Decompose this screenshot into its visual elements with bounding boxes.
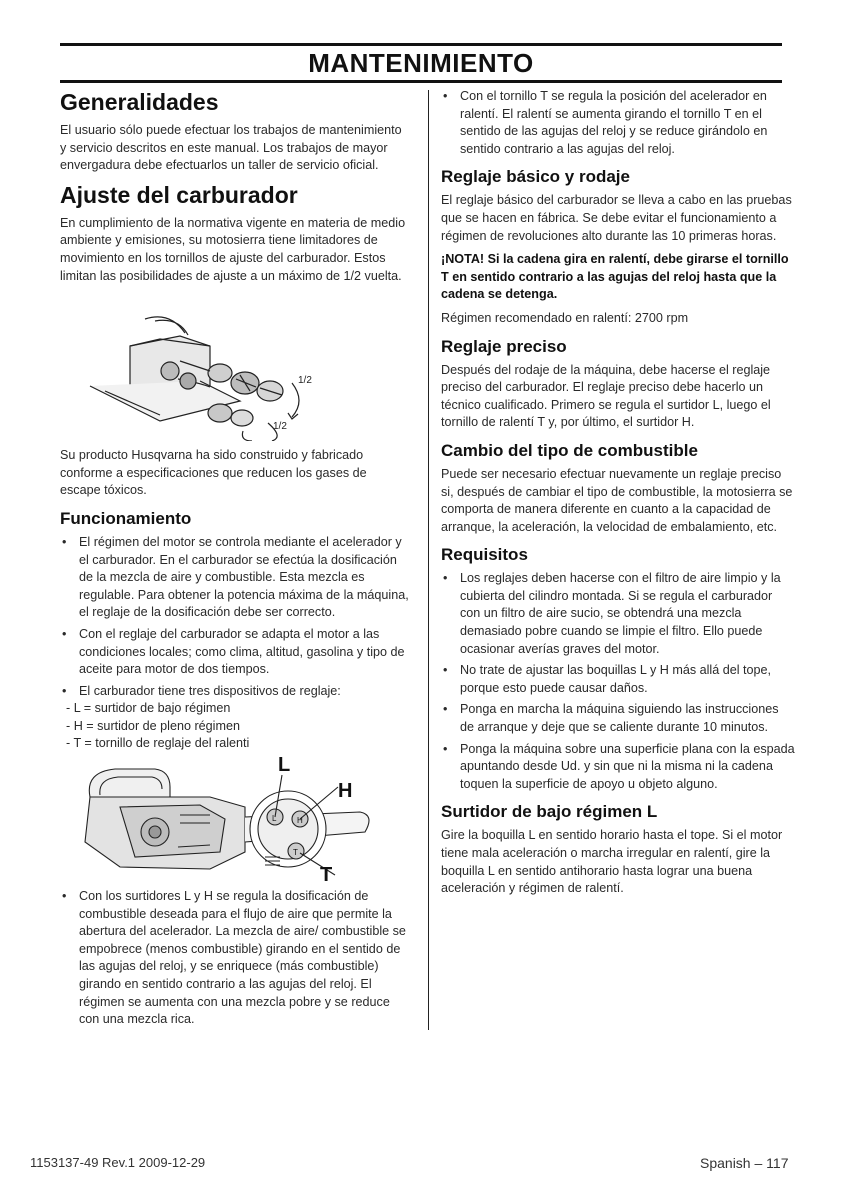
paragraph-ajuste: En cumplimiento de la normativa vigente en materia de medio ambiente y emisiones, su motosierra tiene limitadores de movimiento en los tornillos de ajuste del carburador. Estos limitan las posibilidades de ajuste a un máximo de 1/2 vuelta. [60, 215, 406, 283]
section-title-ajuste: Ajuste del carburador [60, 181, 298, 208]
fig-small-label-H: H [297, 816, 303, 826]
list-item: • Ponga en marcha la máquina siguiendo las instrucciones de arranque y deje que se caliente durante 10 minutos. [441, 701, 796, 736]
requisitos-list [441, 570, 796, 793]
list-item: - H = surtidor de pleno régimen [66, 718, 240, 733]
funcionamiento-list [60, 534, 410, 700]
page-number: Spanish – 117 [700, 1155, 789, 1171]
header-rule-top [60, 43, 782, 46]
list-item: • El régimen del motor se controla mediante el acelerador y el carburador. En el carburador se efectúa la dosificación de la mezcla de aire y combustible. Esta mezcla es regulable. Para obtener la potencia máxima de la máquina, el reglaje de la dosificación debe ser correcto. [60, 534, 410, 622]
right-column [441, 88, 796, 904]
left-column [60, 88, 410, 1033]
paragraph-basico: El reglaje básico del carburador se lleva a cabo en las pruebas que se hacen en fábrica. Se debe evitar el funcionamiento a régimen de revoluciones alto durante las 10 primeras horas. [441, 193, 792, 243]
fig-small-label-T: T [293, 848, 298, 858]
chainsaw-adjustment-illustration [60, 757, 410, 882]
fig-label-L: L [278, 757, 291, 777]
fig-label-half-2: 1/2 [273, 421, 287, 433]
list-item: • Con el tornillo T se regula la posición del acelerador en ralentí. El ralentí se aumenta girando el tornillo T en el sentido de las agujas del reloj y se reduce girándolo en sentido contrario a las agujas del reloj. [441, 88, 796, 158]
document-id: 1153137-49 Rev.1 2009-12-29 [30, 1155, 206, 1170]
list-item: • Los reglajes deben hacerse con el filtro de aire limpio y la cubierta del cilindro montada. Si se regula el carburador con un filtro de aire sucio, se obtendrá una mezcla demasiado pobre cuando se limpie el filtro. Ello puede ocasionar averías graves del motor. [441, 570, 796, 658]
header-rule-bottom [60, 80, 782, 83]
list-item: - L = surtidor de bajo régimen [66, 701, 231, 716]
paragraph-surtidor: Gire la boquilla L en sentido horario hasta el tope. Si el motor tiene mala aceleración o marcha irregular en ralentí, gire la boquilla L en sentido antihorario hasta lograr una buena aceleración y régimen de ralentí. [441, 828, 783, 896]
paragraph-ralenti-rpm: Régimen recomendado en ralentí: 2700 rpm [441, 310, 689, 325]
carburetor-screws-illustration [60, 291, 410, 441]
fig-small-label-L: L [272, 814, 277, 824]
section-title-generalidades: Generalidades [60, 89, 219, 115]
ralenti-list [441, 88, 796, 158]
section-title-cambio: Cambio del tipo de combustible [441, 440, 698, 460]
section-title-preciso: Reglaje preciso [441, 336, 567, 356]
paragraph-preciso: Después del rodaje de la máquina, debe hacerse el reglaje preciso del carburador. El reglaje preciso debe hacerlo un técnico cualificado. Primero se regula el surtidor L, luego el tornillo de ralentí T y, por último, el surtidor H. [441, 362, 771, 430]
funcionamiento-list-2 [60, 888, 410, 1029]
list-item: • Con el reglaje del carburador se adapta el motor a las condiciones locales; como clima, altitud, gasolina y tipo de aceite para motor de dos tiempos. [60, 626, 410, 679]
paragraph-cambio: Puede ser necesario efectuar nuevamente un reglaje preciso si, después de cambiar el tipo de combustible, la motosierra se comporta de manera diferente en cuanto a la capacidad de arranque, la aceleración, la velocidad de embalamiento, etc. [441, 466, 793, 534]
section-title-requisitos: Requisitos [441, 545, 528, 565]
note-cadena: ¡NOTA! Si la cadena gira en ralentí, debe girarse el tornillo T en sentido contrario a las agujas del reloj hasta que la cadena se detenga. [441, 252, 789, 302]
page-title: MANTENIMIENTO [308, 48, 534, 78]
list-item: • Con los surtidores L y H se regula la dosificación de combustible deseada para el flujo de aire que permite la abertura del acelerador. La mezcla de aire/ combustible se empobrece (menos combustible) girando en el sentido de las agujas del reloj, y se enriquece (más combustible) girando en sentido contrario a las agujas del reloj. El régimen se aumenta con una mezcla pobre y se reduce con una mezcla rica. [60, 888, 410, 1029]
list-item: • El carburador tiene tres dispositivos de reglaje: [60, 683, 410, 701]
list-item: • No trate de ajustar las boquillas L y H más allá del tope, porque esto puede causar daños. [441, 662, 796, 697]
fig-label-T: T [320, 864, 333, 883]
paragraph-generalidades: El usuario sólo puede efectuar los trabajos de mantenimiento y servicio descritos en este manual. Los trabajos de mayor envergadura debe efectuarlos un taller de servicio oficial. [60, 123, 402, 173]
fig-label-H: H [338, 780, 353, 803]
section-title-basico: Reglaje básico y rodaje [441, 167, 630, 187]
column-divider [428, 90, 429, 1030]
fig-label-half-1: 1/2 [298, 375, 312, 387]
list-item: • Ponga la máquina sobre una superficie plana con la espada apuntando desde Ud. y sin que ni la misma ni la cadena toquen la superficie de apoyo u objeto alguno. [441, 741, 796, 794]
section-title-funcionamiento: Funcionamiento [60, 508, 192, 528]
paragraph-husqvarna: Su producto Husqvarna ha sido construido y fabricado conforme a especificaciones que reducen los gases de escape tóxicos. [60, 448, 367, 498]
section-title-surtidor: Surtidor de bajo régimen L [441, 802, 658, 822]
list-item: - T = tornillo de reglaje del ralenti [66, 736, 250, 751]
reglaje-devices-list [60, 700, 410, 753]
